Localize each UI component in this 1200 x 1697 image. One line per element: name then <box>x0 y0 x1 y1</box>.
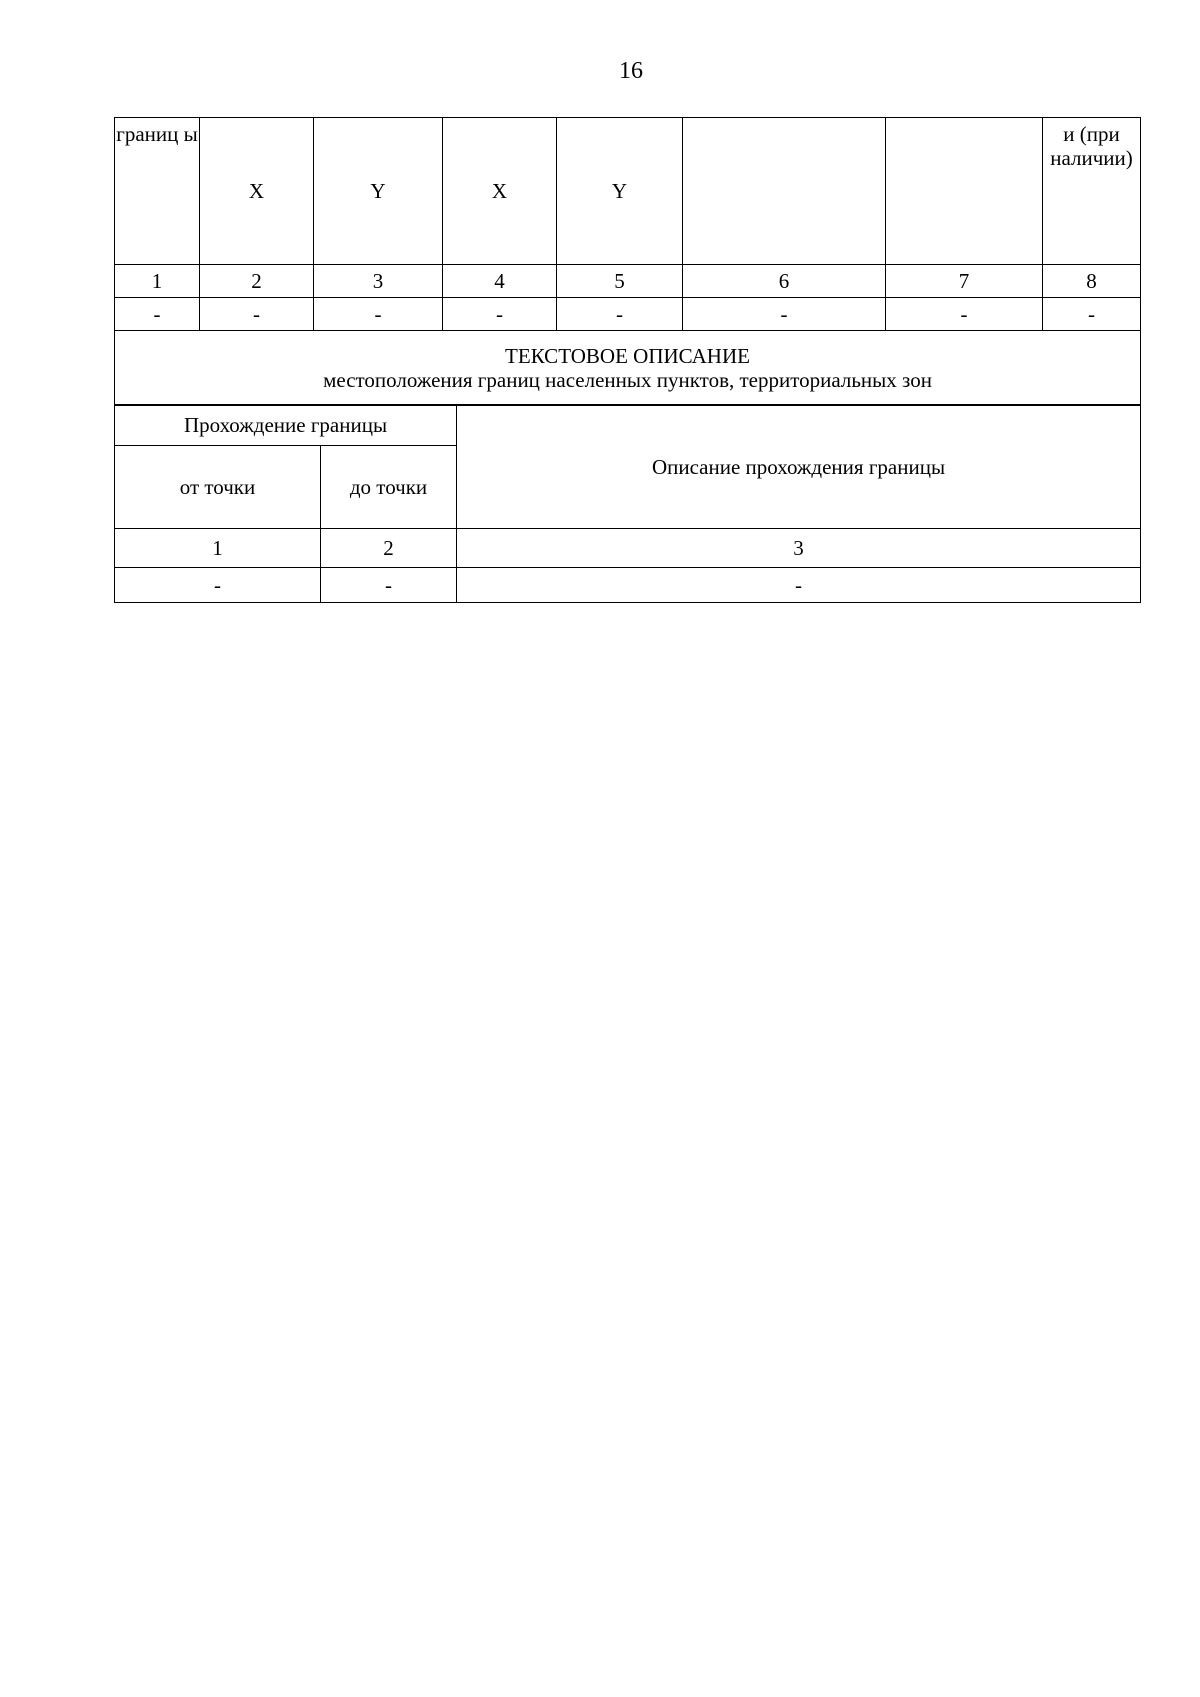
table-row <box>115 529 1141 568</box>
description-header-cell: Описание прохождения границы <box>457 405 1141 529</box>
table-cell: - <box>321 568 457 603</box>
passage-header-cell: Прохождение границы <box>115 405 457 446</box>
table-cell: 2 <box>321 529 457 568</box>
table-cell: 8 <box>1043 265 1141 298</box>
table-row <box>115 265 1141 298</box>
table-cell: - <box>457 568 1141 603</box>
table-cell: 5 <box>557 265 683 298</box>
table-cell: - <box>557 298 683 331</box>
table-cell: 7 <box>886 265 1043 298</box>
table-cell: - <box>115 298 200 331</box>
table-row <box>115 568 1141 603</box>
to-point-header: до точки <box>321 446 457 529</box>
table-cell: 4 <box>443 265 557 298</box>
table-cell: 3 <box>457 529 1141 568</box>
table-cell: 3 <box>314 265 443 298</box>
table-cell: 6 <box>683 265 886 298</box>
boundary-description-table <box>114 404 1141 603</box>
table-row <box>115 298 1141 331</box>
table-cell: - <box>200 298 314 331</box>
header-cell: X <box>443 118 557 265</box>
header-cell <box>683 118 886 265</box>
from-point-header: от точки <box>115 446 321 529</box>
section-title-row <box>115 331 1141 406</box>
page-number: 16 <box>619 58 643 84</box>
header-cell <box>886 118 1043 265</box>
header-cell: и (при наличии) <box>1043 118 1141 265</box>
section-title-cell <box>115 331 1141 406</box>
table-cell: - <box>886 298 1043 331</box>
section-title: ТЕКСТОВОЕ ОПИСАНИЕ <box>505 344 750 368</box>
header-cell: Y <box>314 118 443 265</box>
header-cell: Y <box>557 118 683 265</box>
table-header-row <box>115 118 1141 265</box>
header-cell: границ ы <box>115 118 200 265</box>
section-subtitle: местоположения границ населенных пунктов, территориальных зон <box>323 368 932 392</box>
coordinates-table <box>114 117 1141 406</box>
table-cell: - <box>314 298 443 331</box>
table-cell: 1 <box>115 265 200 298</box>
table-cell: 1 <box>115 529 321 568</box>
table-cell: 2 <box>200 265 314 298</box>
table-cell: - <box>1043 298 1141 331</box>
table-cell: - <box>115 568 321 603</box>
table-cell: - <box>683 298 886 331</box>
table-header-row <box>115 405 1141 446</box>
table-cell: - <box>443 298 557 331</box>
header-cell: X <box>200 118 314 265</box>
